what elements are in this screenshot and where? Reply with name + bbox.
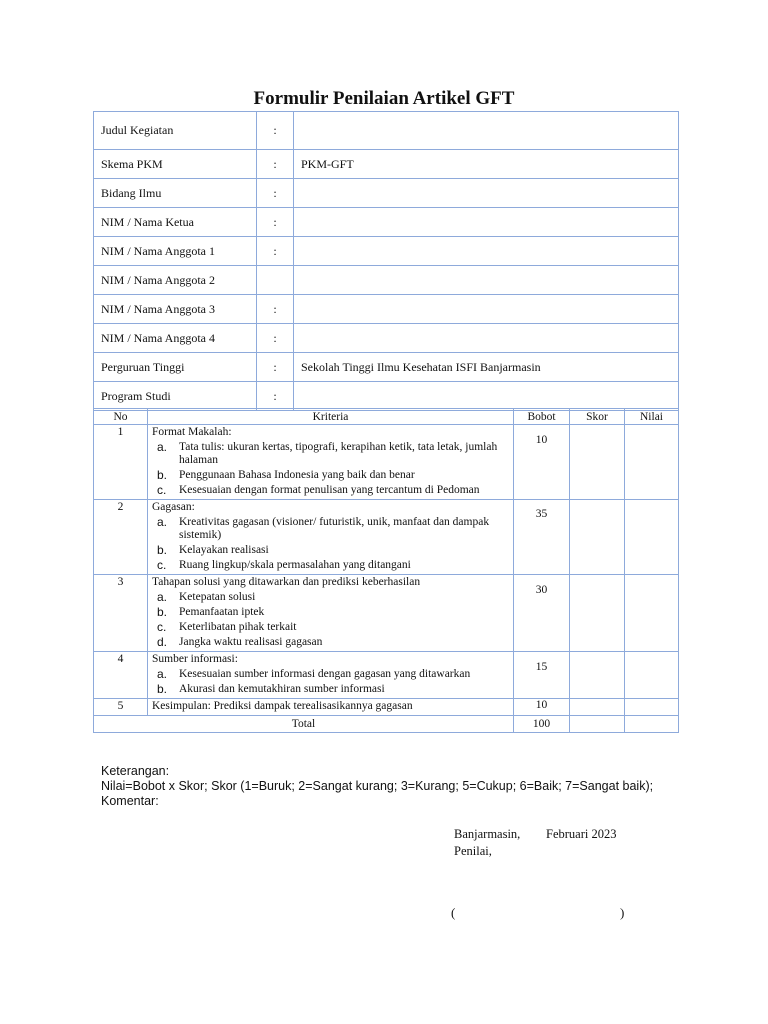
info-value-field[interactable] xyxy=(294,324,679,353)
info-value-field[interactable] xyxy=(294,295,679,324)
subitem-letter: b. xyxy=(157,605,168,619)
criteria-subitem xyxy=(152,484,513,497)
subitem-text: Akurasi dan kemutakhiran sumber informasi xyxy=(179,683,385,695)
total-row xyxy=(94,716,679,733)
info-label: Judul Kegiatan xyxy=(94,112,257,150)
subitem-text: Kesesuaian sumber informasi dengan gagasan yang ditawarkan xyxy=(179,668,471,680)
subitem-letter: c. xyxy=(157,620,167,634)
subitem-letter: d. xyxy=(157,635,168,649)
notes-block xyxy=(101,764,653,809)
criteria-subitem xyxy=(152,544,513,557)
info-colon: : xyxy=(257,208,294,237)
info-row xyxy=(94,382,679,411)
criteria-subitem xyxy=(152,591,513,604)
info-row xyxy=(94,179,679,208)
criteria-number: 1 xyxy=(94,425,148,500)
info-value-field[interactable]: PKM-GFT xyxy=(294,150,679,179)
info-colon: : xyxy=(257,324,294,353)
info-value-field[interactable] xyxy=(294,266,679,295)
criteria-subitem xyxy=(152,469,513,482)
identity-table xyxy=(93,111,679,411)
city-text: Banjarmasin, xyxy=(454,827,521,841)
criteria-description xyxy=(148,699,514,716)
info-label: NIM / Nama Anggota 2 xyxy=(94,266,257,295)
subitem-letter: a. xyxy=(157,667,168,681)
total-bobot: 100 xyxy=(514,716,570,733)
assessor-label: Penilai, xyxy=(454,844,492,858)
skor-cell[interactable] xyxy=(570,500,625,575)
info-row xyxy=(94,353,679,382)
info-label: Bidang Ilmu xyxy=(94,179,257,208)
form-title: Formulir Penilaian Artikel GFT xyxy=(253,88,515,109)
criteria-bobot: 10 xyxy=(514,425,570,500)
criteria-header-row xyxy=(94,409,679,425)
criteria-heading: Kesimpulan: Prediksi dampak terealisasikannya gagasan xyxy=(152,700,413,712)
subitem-letter: a. xyxy=(157,440,168,454)
subitem-text: Pemanfaatan iptek xyxy=(179,606,265,618)
subitem-text: Kelayakan realisasi xyxy=(179,544,269,556)
info-label: Perguruan Tinggi xyxy=(94,353,257,382)
criteria-bobot: 15 xyxy=(514,652,570,699)
criteria-bobot: 35 xyxy=(514,500,570,575)
skor-cell[interactable] xyxy=(570,699,625,716)
info-colon: : xyxy=(257,112,294,150)
subitem-letter: a. xyxy=(157,515,168,529)
skor-cell[interactable] xyxy=(570,425,625,500)
criteria-row xyxy=(94,575,679,652)
nilai-cell[interactable] xyxy=(625,425,679,500)
criteria-number: 4 xyxy=(94,652,148,699)
subitem-text: Penggunaan Bahasa Indonesia yang baik dan benar xyxy=(179,469,415,481)
skor-cell[interactable] xyxy=(570,575,625,652)
criteria-number: 2 xyxy=(94,500,148,575)
subitem-text: Jangka waktu realisasi gagasan xyxy=(179,636,323,648)
subitem-text: Keterlibatan pihak terkait xyxy=(179,621,297,633)
scoring-legend: Nilai=Bobot x Skor; Skor (1=Buruk; 2=Sangat kurang; 3=Kurang; 5=Cukup; 6=Baik; 7=Sangat baik); xyxy=(101,779,654,793)
criteria-row xyxy=(94,425,679,500)
criteria-subitem xyxy=(152,559,513,572)
total-nilai[interactable] xyxy=(625,716,679,733)
criteria-bobot: 30 xyxy=(514,575,570,652)
criteria-description xyxy=(148,575,514,652)
criteria-subitem xyxy=(152,606,513,619)
total-skor[interactable] xyxy=(570,716,625,733)
criteria-number: 3 xyxy=(94,575,148,652)
nilai-cell[interactable] xyxy=(625,652,679,699)
criteria-row xyxy=(94,699,679,716)
subitem-letter: b. xyxy=(157,682,168,696)
nilai-cell[interactable] xyxy=(625,699,679,716)
criteria-subitem xyxy=(152,621,513,634)
total-label: Total xyxy=(94,716,514,733)
header-kriteria: Kriteria xyxy=(148,409,514,425)
info-colon: : xyxy=(257,295,294,324)
criteria-subitem xyxy=(152,683,513,696)
info-row xyxy=(94,295,679,324)
info-row xyxy=(94,266,679,295)
skor-cell[interactable] xyxy=(570,652,625,699)
info-colon: : xyxy=(257,179,294,208)
place-date xyxy=(454,826,616,843)
criteria-description xyxy=(148,425,514,500)
criteria-description xyxy=(148,500,514,575)
subitem-text: Kesesuaian dengan format penulisan yang tercantum di Pedoman xyxy=(179,484,480,496)
subitem-letter: b. xyxy=(157,468,168,482)
subitem-letter: b. xyxy=(157,543,168,557)
signature-close-paren: ) xyxy=(620,905,625,920)
subitem-text: Tata tulis: ukuran kertas, tipografi, kerapihan ketik, tata letak, jumlah halaman xyxy=(179,441,498,466)
date-text: Februari 2023 xyxy=(546,827,617,841)
header-no: No xyxy=(94,409,148,425)
info-value-field[interactable] xyxy=(294,237,679,266)
signature-open-paren: ( xyxy=(451,905,456,920)
info-colon: : xyxy=(257,353,294,382)
header-bobot: Bobot xyxy=(514,409,570,425)
info-label: NIM / Nama Anggota 4 xyxy=(94,324,257,353)
info-row xyxy=(94,150,679,179)
info-label: Program Studi xyxy=(94,382,257,411)
criteria-heading: Gagasan: xyxy=(152,501,195,513)
info-label: NIM / Nama Anggota 1 xyxy=(94,237,257,266)
criteria-subitem xyxy=(152,516,513,542)
info-colon: : xyxy=(257,150,294,179)
info-value-field[interactable]: Sekolah Tinggi Ilmu Kesehatan ISFI Banjarmasin xyxy=(294,353,679,382)
subitem-text: Ruang lingkup/skala permasalahan yang ditangani xyxy=(179,559,411,571)
criteria-number: 5 xyxy=(94,699,148,716)
info-value-field[interactable] xyxy=(294,112,679,150)
info-label: Skema PKM xyxy=(94,150,257,179)
info-row xyxy=(94,208,679,237)
comments-label: Komentar: xyxy=(101,794,159,808)
info-colon: : xyxy=(257,237,294,266)
criteria-heading: Format Makalah: xyxy=(152,426,232,438)
header-skor: Skor xyxy=(570,409,625,425)
criteria-subitem xyxy=(152,668,513,681)
criteria-heading: Sumber informasi: xyxy=(152,653,238,665)
info-row xyxy=(94,237,679,266)
criteria-description xyxy=(148,652,514,699)
criteria-bobot: 10 xyxy=(514,699,570,716)
criteria-row xyxy=(94,500,679,575)
info-row xyxy=(94,112,679,150)
criteria-row xyxy=(94,652,679,699)
subitem-letter: c. xyxy=(157,483,167,497)
criteria-subitem xyxy=(152,636,513,649)
subitem-text: Ketepatan solusi xyxy=(179,591,256,603)
notes-heading: Keterangan: xyxy=(101,764,170,778)
subitem-text: Kreativitas gagasan (visioner/ futuristik, unik, manfaat dan dampak sistemik) xyxy=(179,516,490,541)
info-colon: : xyxy=(257,382,294,411)
nilai-cell[interactable] xyxy=(625,500,679,575)
criteria-heading: Tahapan solusi yang ditawarkan dan prediksi keberhasilan xyxy=(152,576,421,588)
subitem-letter: a. xyxy=(157,590,168,604)
info-value-field[interactable] xyxy=(294,179,679,208)
signature-block xyxy=(454,826,616,860)
subitem-letter: c. xyxy=(157,558,167,572)
info-value-field[interactable] xyxy=(294,382,679,411)
info-value-field[interactable] xyxy=(294,208,679,237)
criteria-subitem xyxy=(152,441,513,467)
header-nilai: Nilai xyxy=(625,409,679,425)
info-label: NIM / Nama Ketua xyxy=(94,208,257,237)
info-colon xyxy=(257,266,294,295)
info-row xyxy=(94,324,679,353)
criteria-table xyxy=(93,408,679,733)
info-label: NIM / Nama Anggota 3 xyxy=(94,295,257,324)
nilai-cell[interactable] xyxy=(625,575,679,652)
